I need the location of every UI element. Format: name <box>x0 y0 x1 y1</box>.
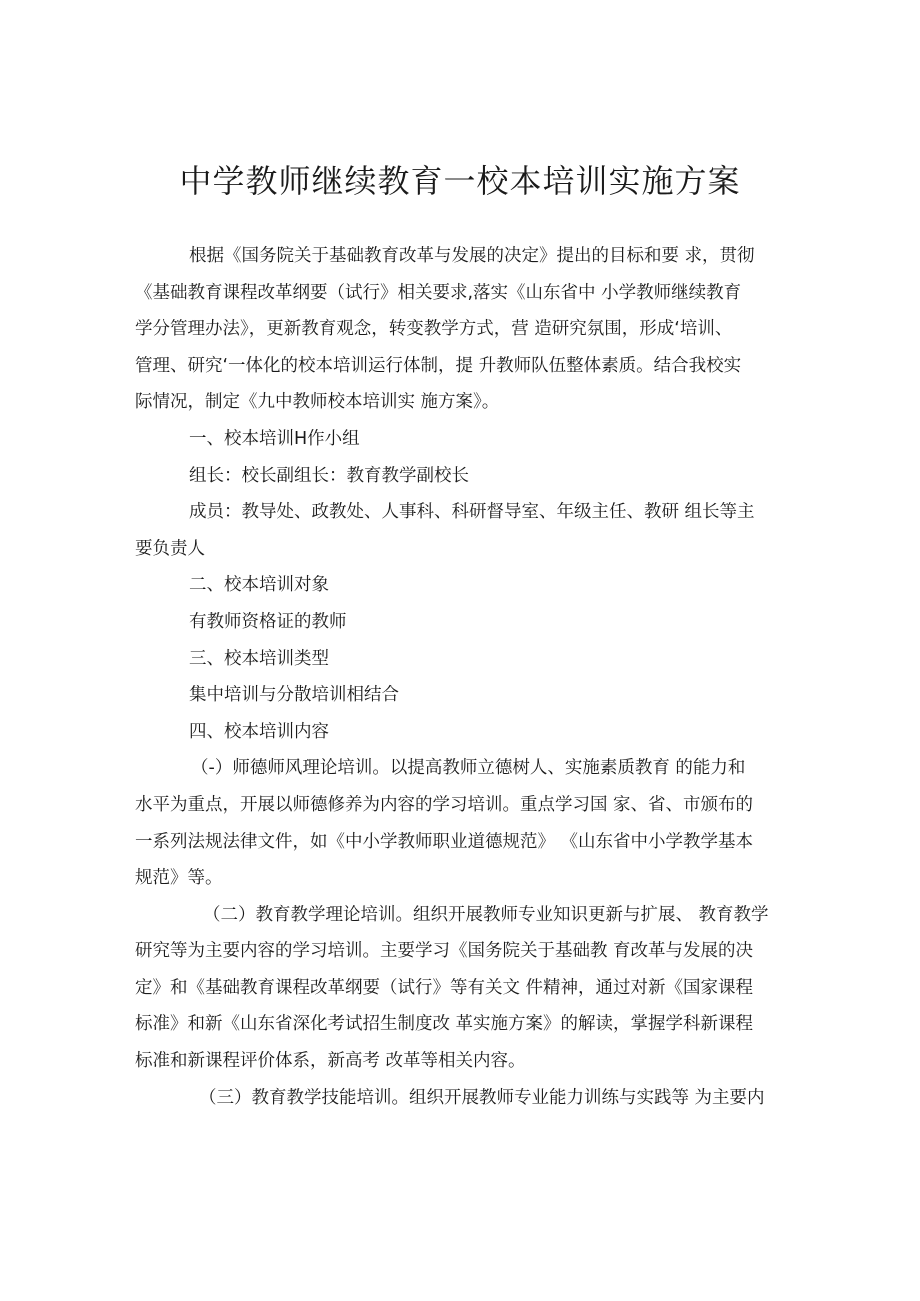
paragraph-line: 标准和新课程评价体系，新高考 改革等相关内容。 <box>135 1051 526 1072</box>
paragraph-line: 际情况，制定《九中教师校本培训实 施方案》。 <box>135 392 500 413</box>
paragraph-line: 定》和《基础教育课程改革纲要（试行》等有关文 件精神，通过对新《国家课程 <box>135 977 754 998</box>
paragraph-line: （三）教育教学技能培训。组织开展教师专业能力训练与实践等 为主要内 <box>199 1087 765 1108</box>
members-paragraph <box>135 494 795 567</box>
document-title: 中学教师继续教育一校本培训实施方案 <box>179 162 741 200</box>
intro-paragraph <box>135 238 795 421</box>
paragraph-line: 根据《国务院关于基础教育改革与发展的决定》提出的目标和要 求，贯彻 <box>189 246 755 266</box>
paragraph-line: 标准》和新《山东省深化考试招生制度改 革实施方案》的解读，掌握学科新课程 <box>135 1014 754 1035</box>
section-body: 组长：校长副组长：教育教学副校长 <box>189 465 469 486</box>
paragraph-line: 研究等为主要内容的学习培训。主要学习《国务院关于基础教 育改革与发展的决 <box>135 941 754 962</box>
paragraph-line: 成员：教导处、政教处、人事科、科研督导室、年级主任、教研 组长等主 <box>189 502 755 523</box>
item-paragraph <box>135 897 795 1080</box>
section-body: 集中培训与分散培训相结合 <box>189 685 399 706</box>
section-heading: 二、校本培训对象 <box>189 575 329 596</box>
section-body: 有教师资格证的教师 <box>189 611 347 632</box>
section-heading: 三、校本培训类型 <box>189 648 329 669</box>
paragraph-line: 一系列法规法律文件，如《中小学教师职业道德规范》 《山东省中小学教学基本 <box>135 831 754 852</box>
paragraph-line: 要负责人 <box>135 538 205 559</box>
paragraph-line: 学分管理办法》，更新教育观念，转变教学方式，营 造研究氛围，形成‘培训、 <box>135 319 733 340</box>
paragraph-line: （-）师德师风理论培训。以提高教师立德树人、实施素质教育 的能力和 <box>191 758 746 779</box>
paragraph-line: （二）教育教学理论培训。组织开展教师专业知识更新与扩展、 教育教学 <box>203 904 769 925</box>
section-heading: 四、校本培训内容 <box>189 721 329 742</box>
paragraph-line: 《基础教育课程改革纲要（试行》相关要求,落实《山东省中 小学教师继续教育 <box>135 282 742 303</box>
paragraph-line: 管理、研究‘一体化的校本培训运行体制，提 升教师队伍整体素质。结合我校实 <box>135 355 742 376</box>
item-paragraph <box>135 1080 795 1117</box>
section-heading: 一、校本培训H作小组 <box>189 428 360 449</box>
paragraph-line: 规范》等。 <box>135 868 223 889</box>
item-paragraph <box>135 750 795 896</box>
paragraph-line: 水平为重点，开展以师德修养为内容的学习培训。重点学习国 家、省、市颁布的 <box>135 794 754 815</box>
document-body <box>135 238 795 1116</box>
